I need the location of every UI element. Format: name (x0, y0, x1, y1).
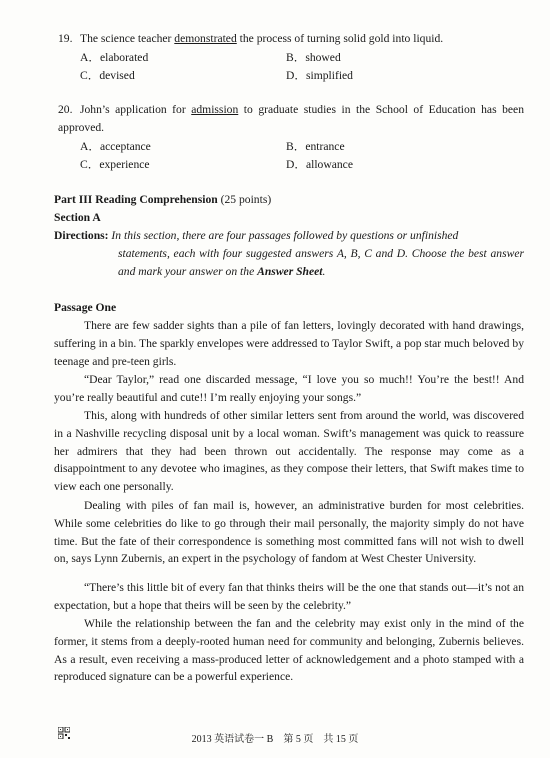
option-d: D．allowance (286, 158, 353, 171)
passage-paragraph-2: “Dear Taylor,” read one discarded message, “I love you so much!! You’re the best!! And you’re really beautiful and cute!! I’m really enjoying your songs.” (54, 373, 524, 404)
directions-label: Directions: (54, 229, 109, 242)
passage-paragraph-4: Dealing with piles of fan mail is, however, an administrative burden for most celebrities. While some celebrities do like to go through their mail personally, the majority simply do not have time. But the fate of their correspondence is something most committed fans will not wish to dwell on, says Lynn Zubernis, an expert in the psychology of fandom at West Chester University. (54, 499, 524, 566)
option-a: A．elaborated (80, 51, 149, 64)
question-20 (58, 101, 524, 137)
section-heading: Section A (54, 211, 101, 224)
option-b: B．entrance (286, 140, 345, 153)
question-stem-post: to graduate studies in the School of Education has been approved. (58, 103, 524, 134)
part-title: Part III Reading Comprehension (54, 193, 218, 206)
directions-continued (118, 245, 524, 281)
question-19 (58, 30, 528, 48)
answer-sheet-label: Answer Sheet (257, 264, 323, 278)
question-stem-pre: John’s application for (80, 103, 192, 116)
passage-paragraph-6: While the relationship between the fan and the celebrity may exist only in the mind of the former, it stems from a deeply-rooted human need for community and belonging, Zubernis believes. As a result, even receiving a mass-produced letter of acknowledgement and a photo stamped with a reproduced signature can be a powerful experience. (54, 617, 524, 684)
underlined-word: demonstrated (174, 32, 237, 45)
directions-line-1: In this section, there are four passages followed by questions or unfinished (108, 229, 459, 242)
passage-paragraph-1: There are few sadder sights than a pile of fan letters, lovingly decorated with hand drawings, suffering in a bin. The sparkly envelopes were addressed to Taylor Swift, a pop star much beloved by teenage and pre-teen girls. (54, 319, 524, 368)
option-a: A．acceptance (80, 140, 151, 153)
directions (54, 227, 524, 245)
option-b: B．showed (286, 51, 341, 64)
passage-paragraph-3: This, along with hundreds of other similar letters sent from around the world, was discovered in a Nashville recycling disposal unit by a local woman. Swift’s management was quick to reassure her admirers that they had been thrown out accidentally. The response may come as a disappointment to any devotee who imagines, as they compose their letters, that Swift makes time to view each one personally. (54, 409, 524, 494)
question-20-options (80, 138, 520, 174)
question-stem-post: the process of turning solid gold into liquid. (236, 32, 444, 45)
option-c: C．devised (80, 69, 135, 82)
underlined-word: admission (191, 103, 239, 116)
part-points: (25 points) (217, 193, 272, 206)
question-19-options (80, 49, 520, 85)
page-footer: 2013 英语试卷一 B 第 5 页 共 15 页 (191, 734, 359, 745)
passage-paragraph-5: “There’s this little bit of every fan that thinks theirs will be the one that stands out—it’s not an expectation, but a hope that theirs will be seen by the celebrity.” (54, 581, 524, 612)
directions-end: . (322, 264, 326, 278)
question-number: 20. (58, 103, 73, 116)
question-stem-pre: The science teacher (80, 32, 175, 45)
option-c: C．experience (80, 158, 150, 171)
directions-text: statements, each with four suggested answers A, B, C and D. Choose the best answer and mark your answer on the (118, 247, 524, 278)
passage-title: Passage One (54, 301, 117, 314)
option-d: D．simplified (286, 69, 353, 82)
part-heading (54, 191, 524, 209)
question-number: 19. (58, 32, 73, 45)
